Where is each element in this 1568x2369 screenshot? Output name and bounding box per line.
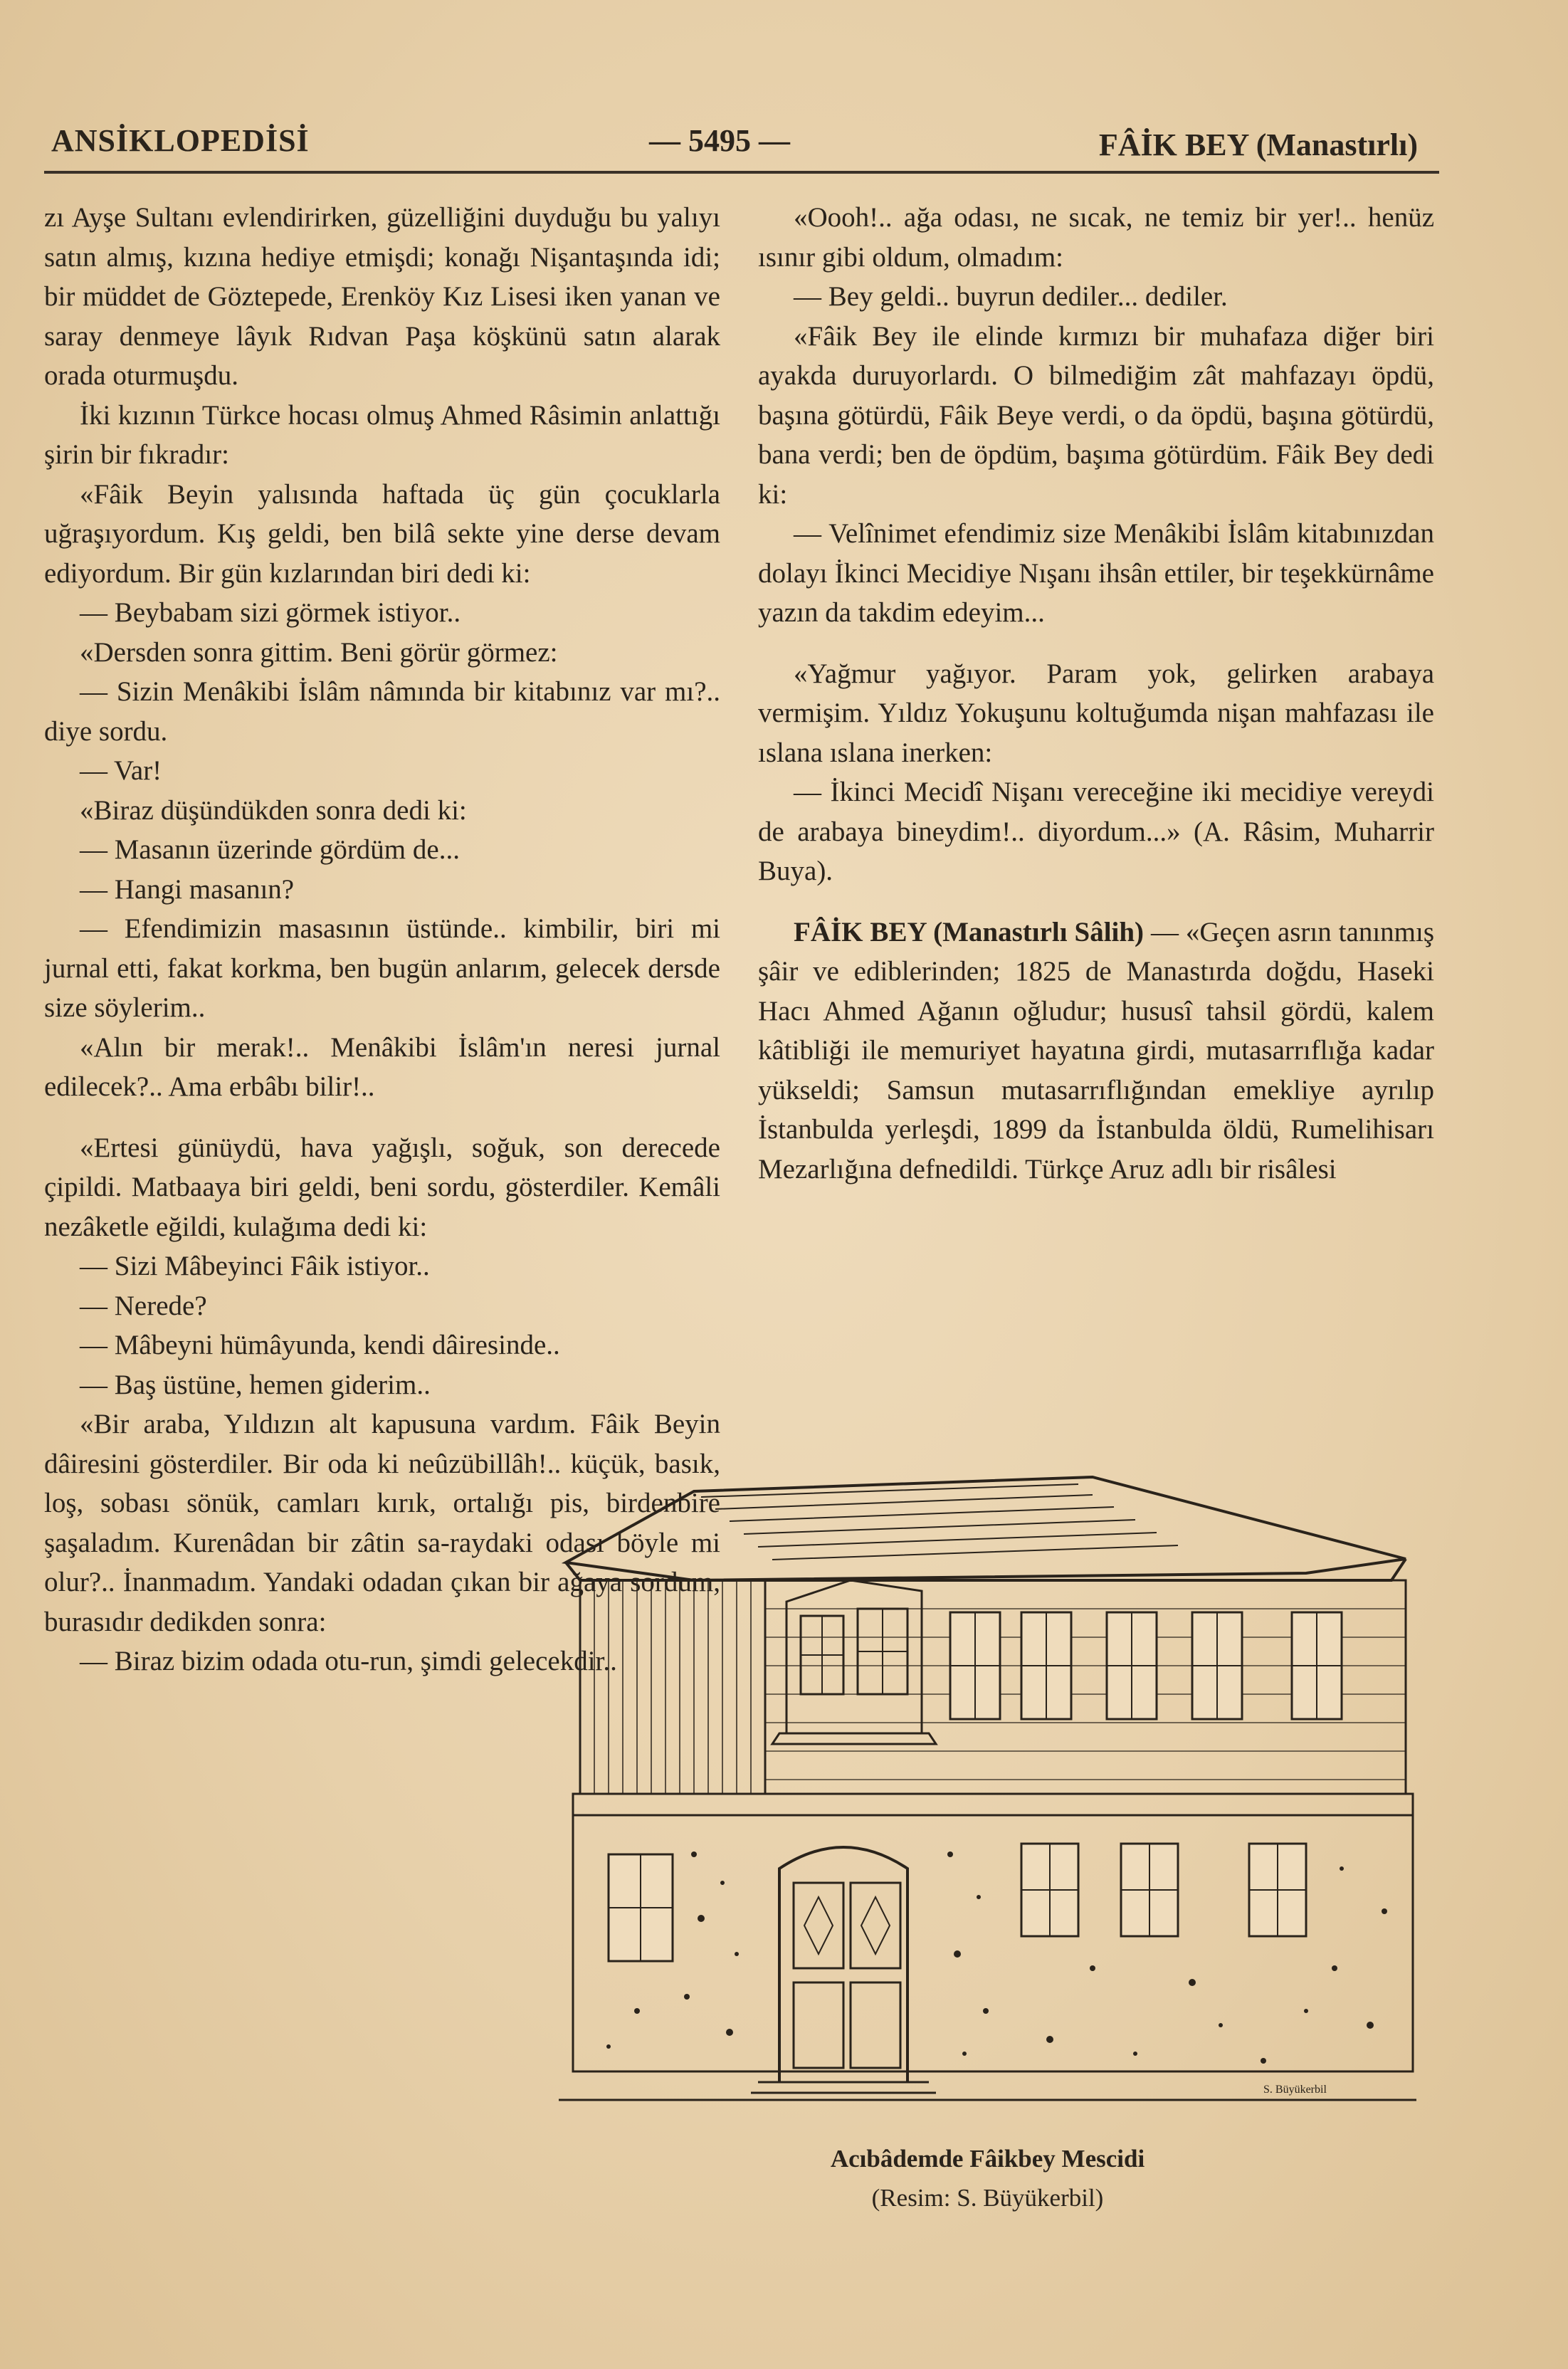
paragraph: «Ertesi günüydü, hava yağışlı, soğuk, son derecede çipildi. Matbaaya biri geldi, beni sordu, gösterdiler. Kemâli nezâketle eğildi, kulağıma dedi ki: — [44, 1132, 720, 1242]
paragraph: — Efendimizin masasının üstünde.. kimbilir, biri mi jurnal etti, fakat korkma, ben bugün anlarım, gelecek dersde size söylerim.. — [44, 913, 720, 1023]
spacer — [44, 1107, 720, 1128]
spacer — [758, 891, 1434, 913]
spacer — [758, 633, 1434, 654]
paragraph: «Oooh!.. ağa odası, ne sıcak, ne temiz bir yer!.. henüz ısınır gibi oldum, olmadım: — [758, 202, 1434, 273]
paragraph: — Var! — [80, 755, 162, 786]
paragraph: — Biraz bizim odada otu-run, şimdi gelecekdir.. — [80, 1646, 617, 1676]
paragraph: — Hangi masanın? — [80, 873, 295, 905]
paragraph: — Velînimet efendimiz size Menâkibi İslâm kitabınızdan dolayı İkinci Mecidiye Nışanı ihsân ettiler, bir teşekkürnâme yazın da takdim edeyim... — [758, 518, 1434, 628]
right-column-paragraphs — [758, 198, 1434, 891]
entry-text: — «Geçen asrın tanınmış şâir ve ediblerinden; 1825 de Manastırda doğdu, Haseki Hacı Ahmed Ağanın oğludur; hususî tahsil gördü, kalem kâtibliği ile memuriyet hayatına girdi, mutasarrıflığa kadar yükseldi; Samsun mutasarrıflığından emekliye ayrılıp İstanbulda yerleşdi, 1899 da İstanbulda öldü, Rumelihisarı Mezarlığına defnedildi. Türkçe Aruz adlı bir risâlesi — [758, 916, 1435, 1184]
paragraph: — Beybabam sizi görmek istiyor.. — [80, 597, 461, 628]
paragraph: «Fâik Beyin yalısında haftada üç gün çocuklarla uğraşıyordum. Kış geldi, ben bilâ sekte yine derse devam ediyordum. Bir gün kızlarından biri dedi ki: — [44, 478, 720, 589]
paragraph: — Mâbeyni hümâyunda, kendi dâiresinde.. — [80, 1330, 560, 1360]
paragraph: — İkinci Mecidî Nişanı vereceğine iki mecidiye vereydi de arabaya bineydim!.. diyordum...» (A. Râsim, Muharrir Buya). — [758, 777, 1434, 886]
paragraph: — Sizin Menâkibi İslâm nâmında bir kitabınız var mı?.. diye sordu. — [44, 676, 720, 747]
running-header — [44, 120, 1439, 169]
paragraph: «Biraz düşündükden sonra dedi ki: — [80, 794, 467, 826]
caption-title: Acıbâdemde Fâikbey Mescidi — [830, 2145, 1145, 2173]
paragraph: — Masanın üzerinde gördüm de... — [80, 834, 460, 865]
paragraph: — Sizi Mâbeyinci Fâik istiyor.. — [80, 1251, 430, 1281]
paragraph: «Dersden sonra gittim. Beni görür görmez: — [80, 636, 558, 668]
page-number: — 5495 — — [649, 123, 790, 158]
paragraph: «Fâik Bey ile elinde kırmızı bir muhafaza diğer biri ayakda duruyorlardı. O bilmediğim zât mahfazayı öpdü, başına götürdü, Fâik Beye verdi, o da öpdü, başına götürdü, bana verdi; ben de öpdüm, başıma götürdüm. Fâik Bey dedi ki: — [758, 320, 1434, 510]
paragraph: «Yağmur yağıyor. Param yok, gelirken arabaya vermişim. Yıldız Yokuşunu koltuğumda nişan mahfazası ile ıslana ıslana inerken: — [758, 658, 1434, 768]
header-left: ANSİKLOPEDİSİ — [51, 123, 310, 158]
entry-title: FÂİK BEY (Manastırlı Sâlih) — [794, 916, 1145, 947]
paragraph: «Alın bir merak!.. Menâkibi İslâm'ın neresi jurnal edilecek?.. Ama erbâbı bilir!.. — [44, 1031, 720, 1102]
header-right: FÂİK BEY (Manastırlı) — [1098, 127, 1418, 162]
illustrator-signature: S. Büyükerbil — [1263, 2084, 1327, 2096]
paragraph: — Nerede? — [80, 1290, 207, 1321]
paragraph: — Baş üstüne, hemen giderim.. — [80, 1369, 431, 1400]
paragraph: — Bey geldi.. buyrun dediler... dediler. — [794, 281, 1228, 312]
entry-paragraph — [758, 913, 1434, 1189]
mosque-illustration — [552, 1456, 1424, 2118]
header-rule — [44, 171, 1439, 174]
right-column — [758, 198, 1434, 1189]
paragraph: «Bir araba, Yıldızın alt kapusuna vardım. Fâik Beyin dâiresini gösterdiler. Bir oda ki neûzübillâh!.. küçük, basık, loş, sobası sönük, camları kırık, ortalığı pis, birdenbire şaşaladım. Kurenâdan bir zâtin sa-raydaki odası böyle mi olur?.. İnanmadım. Yandaki odadan çıkan bir ağaya sordum, burasıdır dedikden sonra: — [44, 1409, 720, 1637]
mosque-drawing — [552, 1456, 1424, 2118]
paragraph: İki kızının Türkce hocası olmuş Ahmed Râsimin anlattığı şirin bir fıkradır: — [44, 399, 720, 470]
paragraph: zı Ayşe Sultanı evlendirirken, güzelliğini duyduğu bu yalıyı satın almış, kızına hediye etmişdi; konağı Nişantaşında idi; bir müddet de Göztepede, Erenköy Kız Lisesi iken yanan ve saray denmeye lâyık Rıdvan Paşa köşkünü satın alarak orada oturmuşdu. — [44, 202, 720, 391]
figure-caption — [552, 2139, 1424, 2217]
caption-credit: (Resim: S. Büyükerbil) — [871, 2184, 1104, 2212]
